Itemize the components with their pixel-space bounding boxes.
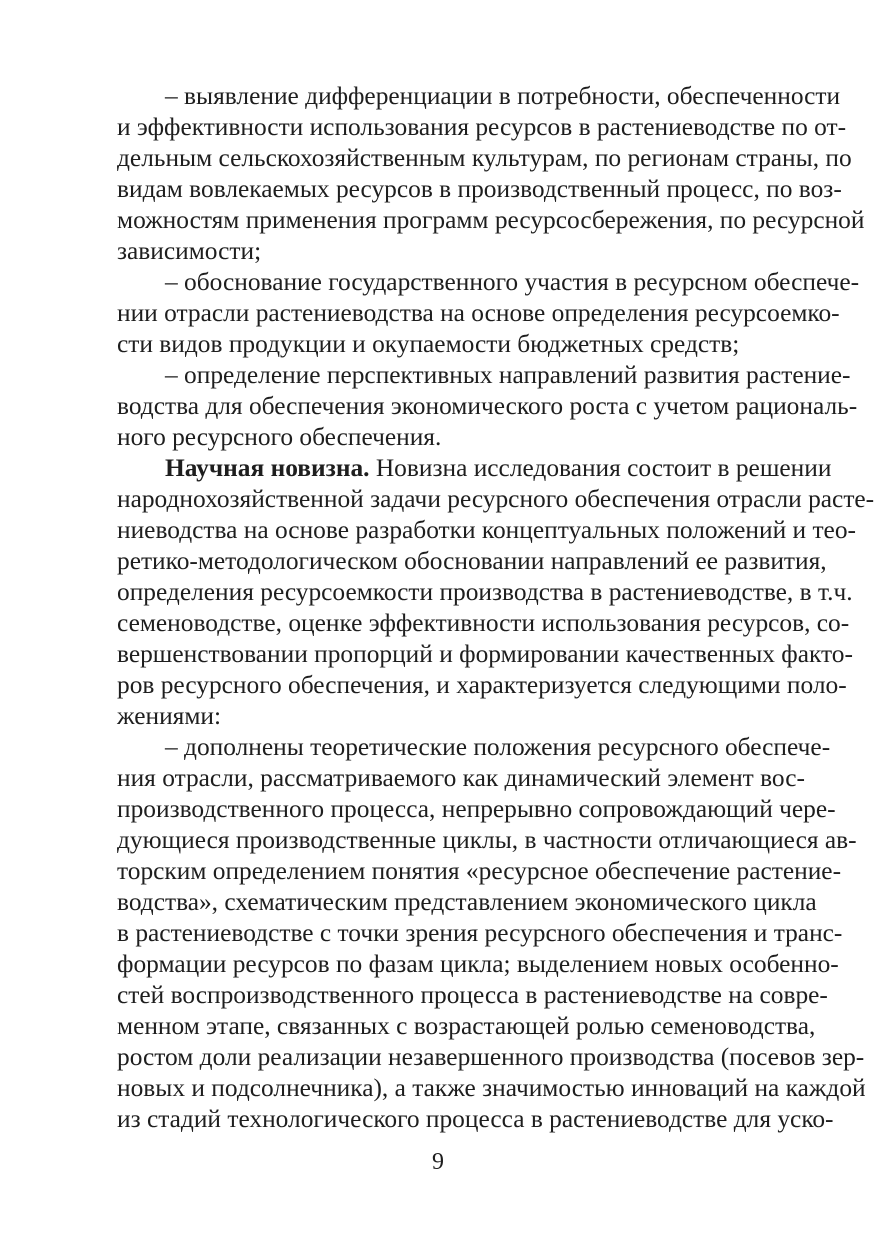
- text-line: – обоснование государственного участия в ресурсном обеспече-: [165, 268, 860, 296]
- text-line: определения ресурсоемкости производства в растениеводстве, в т.ч.: [117, 578, 853, 606]
- text-line: торским определением понятия «ресурсное обеспечение растение-: [117, 857, 842, 885]
- text-line: – дополнены теоретические положения ресурсного обеспече-: [165, 733, 831, 761]
- text-line: и эффективности использования ресурсов в растениеводстве по от-: [117, 113, 847, 141]
- text-line: ниеводства на основе разработки концептуальных положений и тео-: [117, 516, 856, 544]
- page-number: 9: [432, 1149, 444, 1175]
- text-line: ного ресурсного обеспечения.: [117, 423, 442, 451]
- text-line: производственного процесса, непрерывно сопровождающий чере-: [117, 795, 836, 823]
- text-line: ростом доли реализации незавершенного производства (посевов зер-: [117, 1043, 865, 1071]
- text-line: из стадий технологического процесса в растениеводстве для уско-: [117, 1105, 834, 1133]
- text-line: семеноводстве, оценке эффективности использования ресурсов, со-: [117, 609, 850, 637]
- text-line: можностям применения программ ресурсосбережения, по ресурсной: [117, 206, 865, 234]
- text-line: ния отрасли, рассматриваемого как динамический элемент вос-: [117, 764, 805, 792]
- text-line: народнохозяйственной задачи ресурсного обеспечения отрасли расте-: [117, 485, 875, 513]
- text-line: формации ресурсов по фазам цикла; выделением новых особенно-: [117, 950, 839, 978]
- text-line: нии отрасли растениеводства на основе определения ресурсоемко-: [117, 299, 840, 327]
- text-line: ров ресурсного обеспечения, и характеризуется следующими поло-: [117, 671, 847, 699]
- text-line: [165, 453, 832, 484]
- text-line: стей воспроизводственного процесса в растениеводстве на совре-: [117, 981, 828, 1009]
- text-line: зависимости;: [117, 237, 262, 265]
- section-lead-bold: Научная новизна.: [165, 454, 370, 482]
- text-line: – определение перспективных направлений развития растение-: [165, 361, 851, 389]
- text-line: дующиеся производственные циклы, в частности отличающиеся ав-: [117, 826, 857, 854]
- text-line: в растениеводстве с точки зрения ресурсного обеспечения и транс-: [117, 919, 843, 947]
- text-line: менном этапе, связанных с возрастающей ролью семеноводства,: [117, 1012, 816, 1040]
- text-line: дельным сельскохозяйственным культурам, по регионам страны, по: [117, 144, 852, 172]
- text-line: видам вовлекаемых ресурсов в производственный процесс, по воз-: [117, 175, 842, 203]
- text-line: – выявление дифференциации в потребности, обеспеченности: [165, 82, 841, 110]
- text-line: вершенствовании пропорций и формировании качественных факто-: [117, 640, 853, 668]
- text-line: сти видов продукции и окупаемости бюджетных средств;: [117, 330, 740, 358]
- text-line: жениями:: [117, 702, 222, 730]
- text-line: водства», схематическим представлением экономического цикла: [117, 888, 817, 916]
- text-line: новых и подсолнечника), а также значимостью инноваций на каждой: [117, 1074, 866, 1102]
- text-fragment: Новизна исследования состоит в решении: [369, 454, 832, 482]
- text-line: водства для обеспечения экономического роста с учетом рациональ-: [117, 392, 858, 420]
- text-line: ретико-методологическом обосновании направлений ее развития,: [117, 547, 827, 575]
